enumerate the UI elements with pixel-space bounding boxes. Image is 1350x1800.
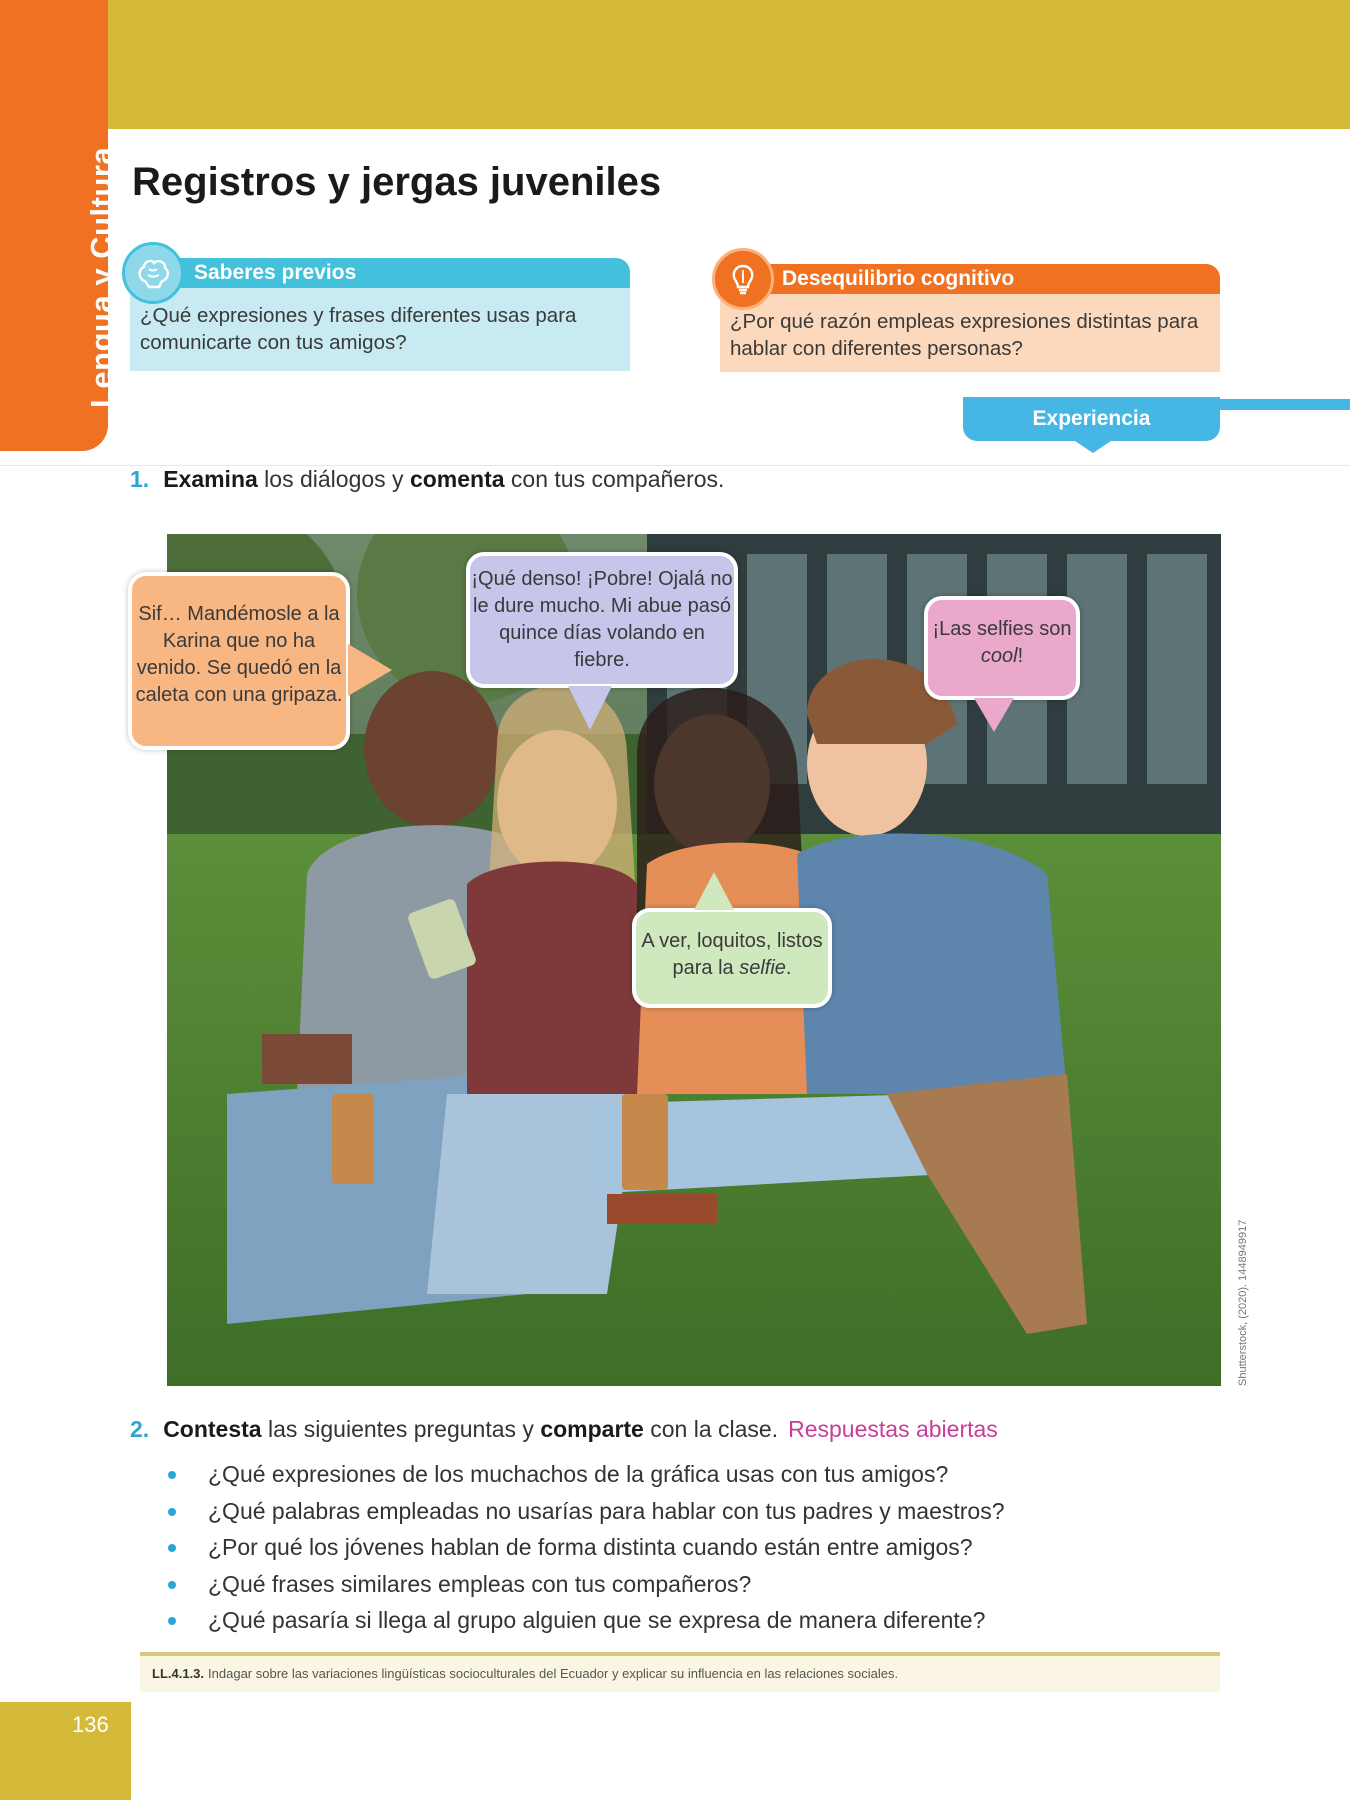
speech-bubble-tail xyxy=(348,644,392,696)
curriculum-standard xyxy=(140,1652,1220,1692)
activity-2-text-mid: las siguientes preguntas y xyxy=(261,1416,541,1442)
page-number: 136 xyxy=(72,1712,109,1737)
activity-1-instruction xyxy=(130,466,724,493)
speech-bubble-pink-end: ! xyxy=(1017,645,1024,667)
activity-2-verb-comparte: comparte xyxy=(540,1416,644,1442)
question-text: ¿Por qué los jóvenes hablan de forma distinta cuando están entre amigos? xyxy=(208,1534,973,1560)
sidebar-label: Lengua y Cultura xyxy=(84,146,119,408)
question-text: ¿Qué expresiones de los muchachos de la gráfica usas con tus amigos? xyxy=(208,1461,949,1487)
list-item xyxy=(168,1456,1005,1493)
bullet-icon xyxy=(168,1581,176,1589)
answer-note: Respuestas abiertas xyxy=(788,1416,998,1442)
bullet-icon xyxy=(168,1471,176,1479)
experiencia-tab: Experiencia xyxy=(963,397,1220,441)
speech-bubble-green-text: A ver, loquitos, listos para la xyxy=(641,930,823,979)
speech-bubble-tail xyxy=(568,686,612,730)
question-text: ¿Qué pasaría si llega al grupo alguien que se expresa de manera diferente? xyxy=(208,1607,986,1633)
photo-credit: Shutterstock, (2020). 1448949917 xyxy=(1237,1219,1249,1386)
speech-bubble-pink xyxy=(924,596,1080,700)
activity-2-instruction xyxy=(130,1416,998,1443)
desequilibrio-cognitivo-text: ¿Por qué razón empleas expresiones distintas para hablar con diferentes personas? xyxy=(720,294,1220,372)
top-color-band xyxy=(108,0,1350,129)
speech-bubble-tail xyxy=(974,698,1014,732)
activity-1-text-mid: los diálogos y xyxy=(257,466,410,492)
bullet-icon xyxy=(168,1617,176,1625)
list-item xyxy=(168,1493,1005,1530)
question-text: ¿Qué frases similares empleas con tus compañeros? xyxy=(208,1570,752,1597)
activity-2-number: 2. xyxy=(130,1416,150,1442)
saberes-previos-heading: Saberes previos xyxy=(130,258,630,288)
sidebar-tab xyxy=(0,0,119,451)
bullet-icon xyxy=(168,1508,176,1516)
list-item xyxy=(168,1529,1005,1566)
activity-2-text-end: con la clase. xyxy=(643,1416,779,1442)
list-item xyxy=(168,1602,1005,1639)
speech-bubble-tail xyxy=(694,872,734,910)
list-item xyxy=(168,1566,1005,1603)
saberes-previos-box xyxy=(130,258,630,371)
lightbulb-icon xyxy=(712,248,774,310)
page-title: Registros y jergas juveniles xyxy=(132,160,662,204)
question-text: ¿Qué palabras empleadas no usarías para hablar con tus padres y maestros? xyxy=(208,1497,1005,1524)
speech-bubble-pink-text: ¡Las selfies son xyxy=(932,618,1072,640)
experiencia-line xyxy=(1200,399,1350,410)
standard-text: Indagar sobre las variaciones lingüísticas socioculturales del Ecuador y explicar su influencia en las relaciones sociales. xyxy=(208,1666,899,1681)
activity-1-verb-examina: Examina xyxy=(163,466,258,492)
speech-bubble-green-italic: selfie xyxy=(739,957,786,979)
speech-bubble-purple-text: ¡Qué denso! ¡Pobre! Ojalá no le dure mucho. Mi abue pasó quince días volando en fiebre. xyxy=(471,568,733,671)
standard-code: LL.4.1.3. xyxy=(152,1666,205,1681)
speech-bubble-green-end: . xyxy=(785,957,792,979)
activity-1-verb-comenta: comenta xyxy=(409,466,505,492)
desequilibrio-cognitivo-box xyxy=(720,264,1220,372)
question-list xyxy=(168,1456,1005,1639)
speech-bubble-pink-italic: cool xyxy=(980,645,1018,667)
activity-1-number: 1. xyxy=(130,466,150,492)
activity-2-verb-contesta: Contesta xyxy=(163,1416,262,1442)
speech-bubble-orange-text: Sif… Mandémosle a la Karina que no ha venido. Se quedó en la caleta con una gripaza. xyxy=(135,603,343,706)
speech-bubble-green xyxy=(632,908,832,1008)
bullet-icon xyxy=(168,1544,176,1552)
saberes-previos-text: ¿Qué expresiones y frases diferentes usas para comunicarte con tus amigos? xyxy=(130,288,630,371)
brain-icon xyxy=(122,242,184,304)
activity-1-text-end: con tus compañeros. xyxy=(504,466,725,492)
page-number-box xyxy=(0,1702,131,1800)
desequilibrio-cognitivo-heading: Desequilibrio cognitivo xyxy=(720,264,1220,294)
speech-bubble-orange xyxy=(128,572,350,750)
speech-bubble-purple xyxy=(466,552,738,688)
